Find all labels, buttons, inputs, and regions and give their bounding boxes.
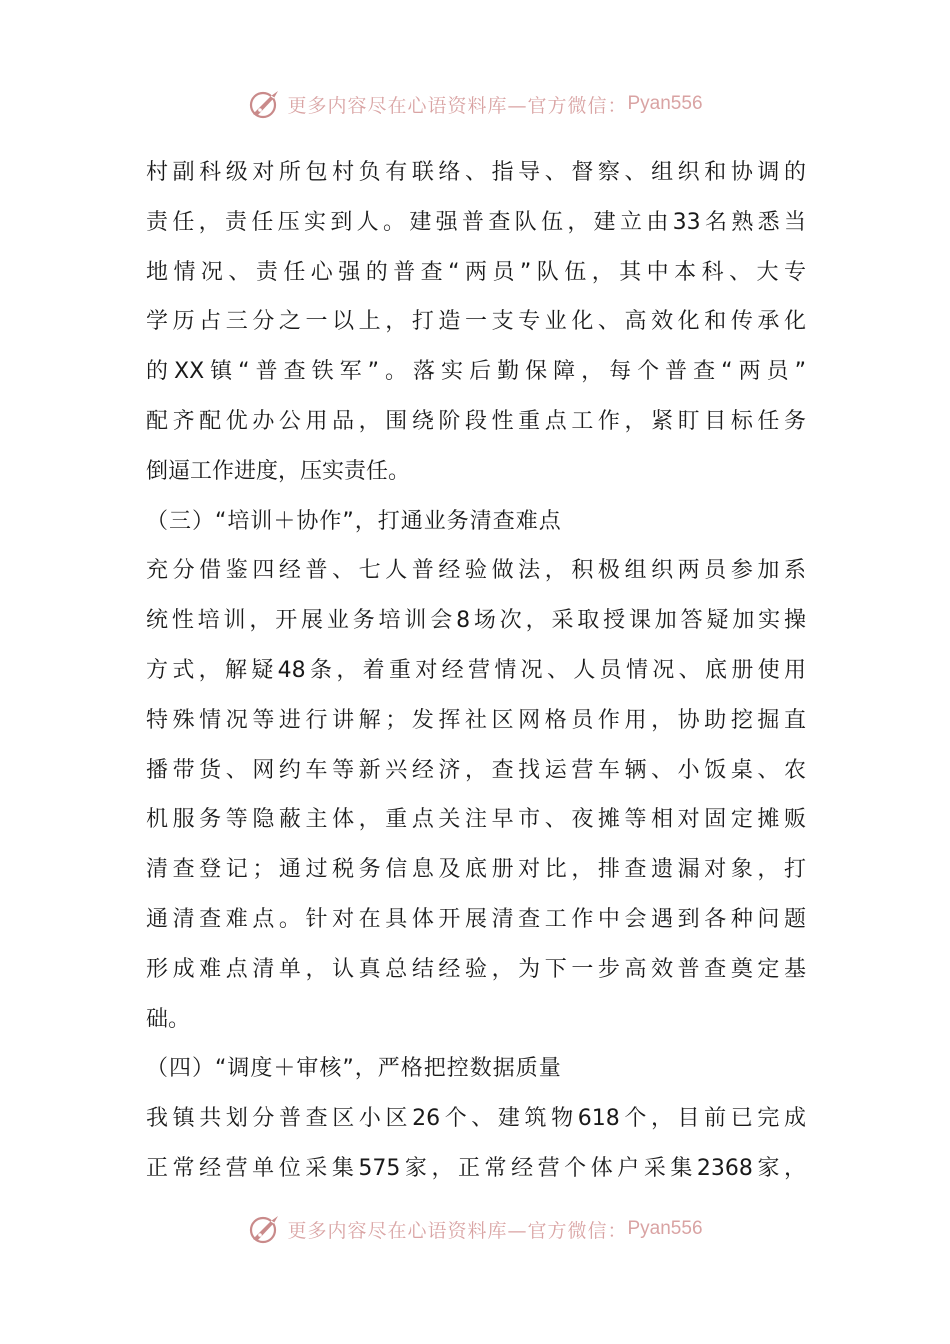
- watermark-wechat-id: Pyan556: [627, 1218, 703, 1239]
- body-line: 倒逼工作进度，压实责任。: [146, 458, 411, 484]
- watermark-text: 更多内容尽在心语资料库—官方微信：: [287, 94, 628, 117]
- pen-nib-logo-icon: [247, 1211, 283, 1247]
- section-heading-3: （三）“培训＋协作”，打通业务清查难点: [146, 508, 562, 534]
- body-line: 形成难点清单，认真总结经验，为下一步高效普查奠定基: [146, 956, 806, 982]
- body-line: 学历占三分之一以上，打造一支专业化、高效化和传承化: [146, 309, 806, 335]
- body-line: 特殊情况等进行讲解；发挥社区网格员作用，协助挖掘直: [146, 707, 806, 733]
- body-line: 充分借鉴四经普、七人普经验做法，积极组织两员参加系: [146, 558, 806, 584]
- body-line: 村副科级对所包村负有联络、指导、督察、组织和协调的: [146, 160, 806, 185]
- document-body: [146, 148, 806, 1194]
- pen-nib-logo-icon: [247, 86, 283, 122]
- body-line: 责任，责任压实到人。建强普查队伍，建立由33名熟悉当: [146, 209, 806, 235]
- body-line: 清查登记；通过税务信息及底册对比，排查遗漏对象，打: [146, 857, 806, 883]
- body-line: 方式，解疑48条，着重对经营情况、人员情况、底册使用: [146, 657, 806, 683]
- body-line: 地情况、责任心强的普查“两员”队伍，其中本科、大专: [146, 259, 806, 285]
- body-line: 通清查难点。针对在具体开展清查工作中会遇到各种问题: [146, 906, 806, 932]
- watermark-text: 更多内容尽在心语资料库—官方微信：: [287, 1219, 628, 1242]
- body-line: 我镇共划分普查区小区26个、建筑物618个，目前已完成: [146, 1106, 806, 1132]
- footer-watermark: [0, 1209, 950, 1249]
- watermark-wechat-id: Pyan556: [627, 93, 703, 114]
- body-line: 正常经营单位采集575家，正常经营个体户采集2368家，: [146, 1155, 806, 1181]
- body-line: 播带货、网约车等新兴经济，查找运营车辆、小饭桌、农: [146, 757, 806, 783]
- body-line: 机服务等隐蔽主体，重点关注早市、夜摊等相对固定摊贩: [146, 807, 806, 833]
- body-line: 础。: [146, 1006, 191, 1032]
- body-line: 配齐配优办公用品，围绕阶段性重点工作，紧盯目标任务: [146, 408, 806, 434]
- body-line: 统性培训，开展业务培训会8场次，采取授课加答疑加实操: [146, 608, 806, 634]
- section-heading-4: （四）“调度＋审核”，严格把控数据质量: [146, 1056, 562, 1082]
- header-watermark: [0, 84, 950, 124]
- body-line: 的XX镇“普查铁军”。落实后勤保障，每个普查“两员”: [146, 359, 806, 385]
